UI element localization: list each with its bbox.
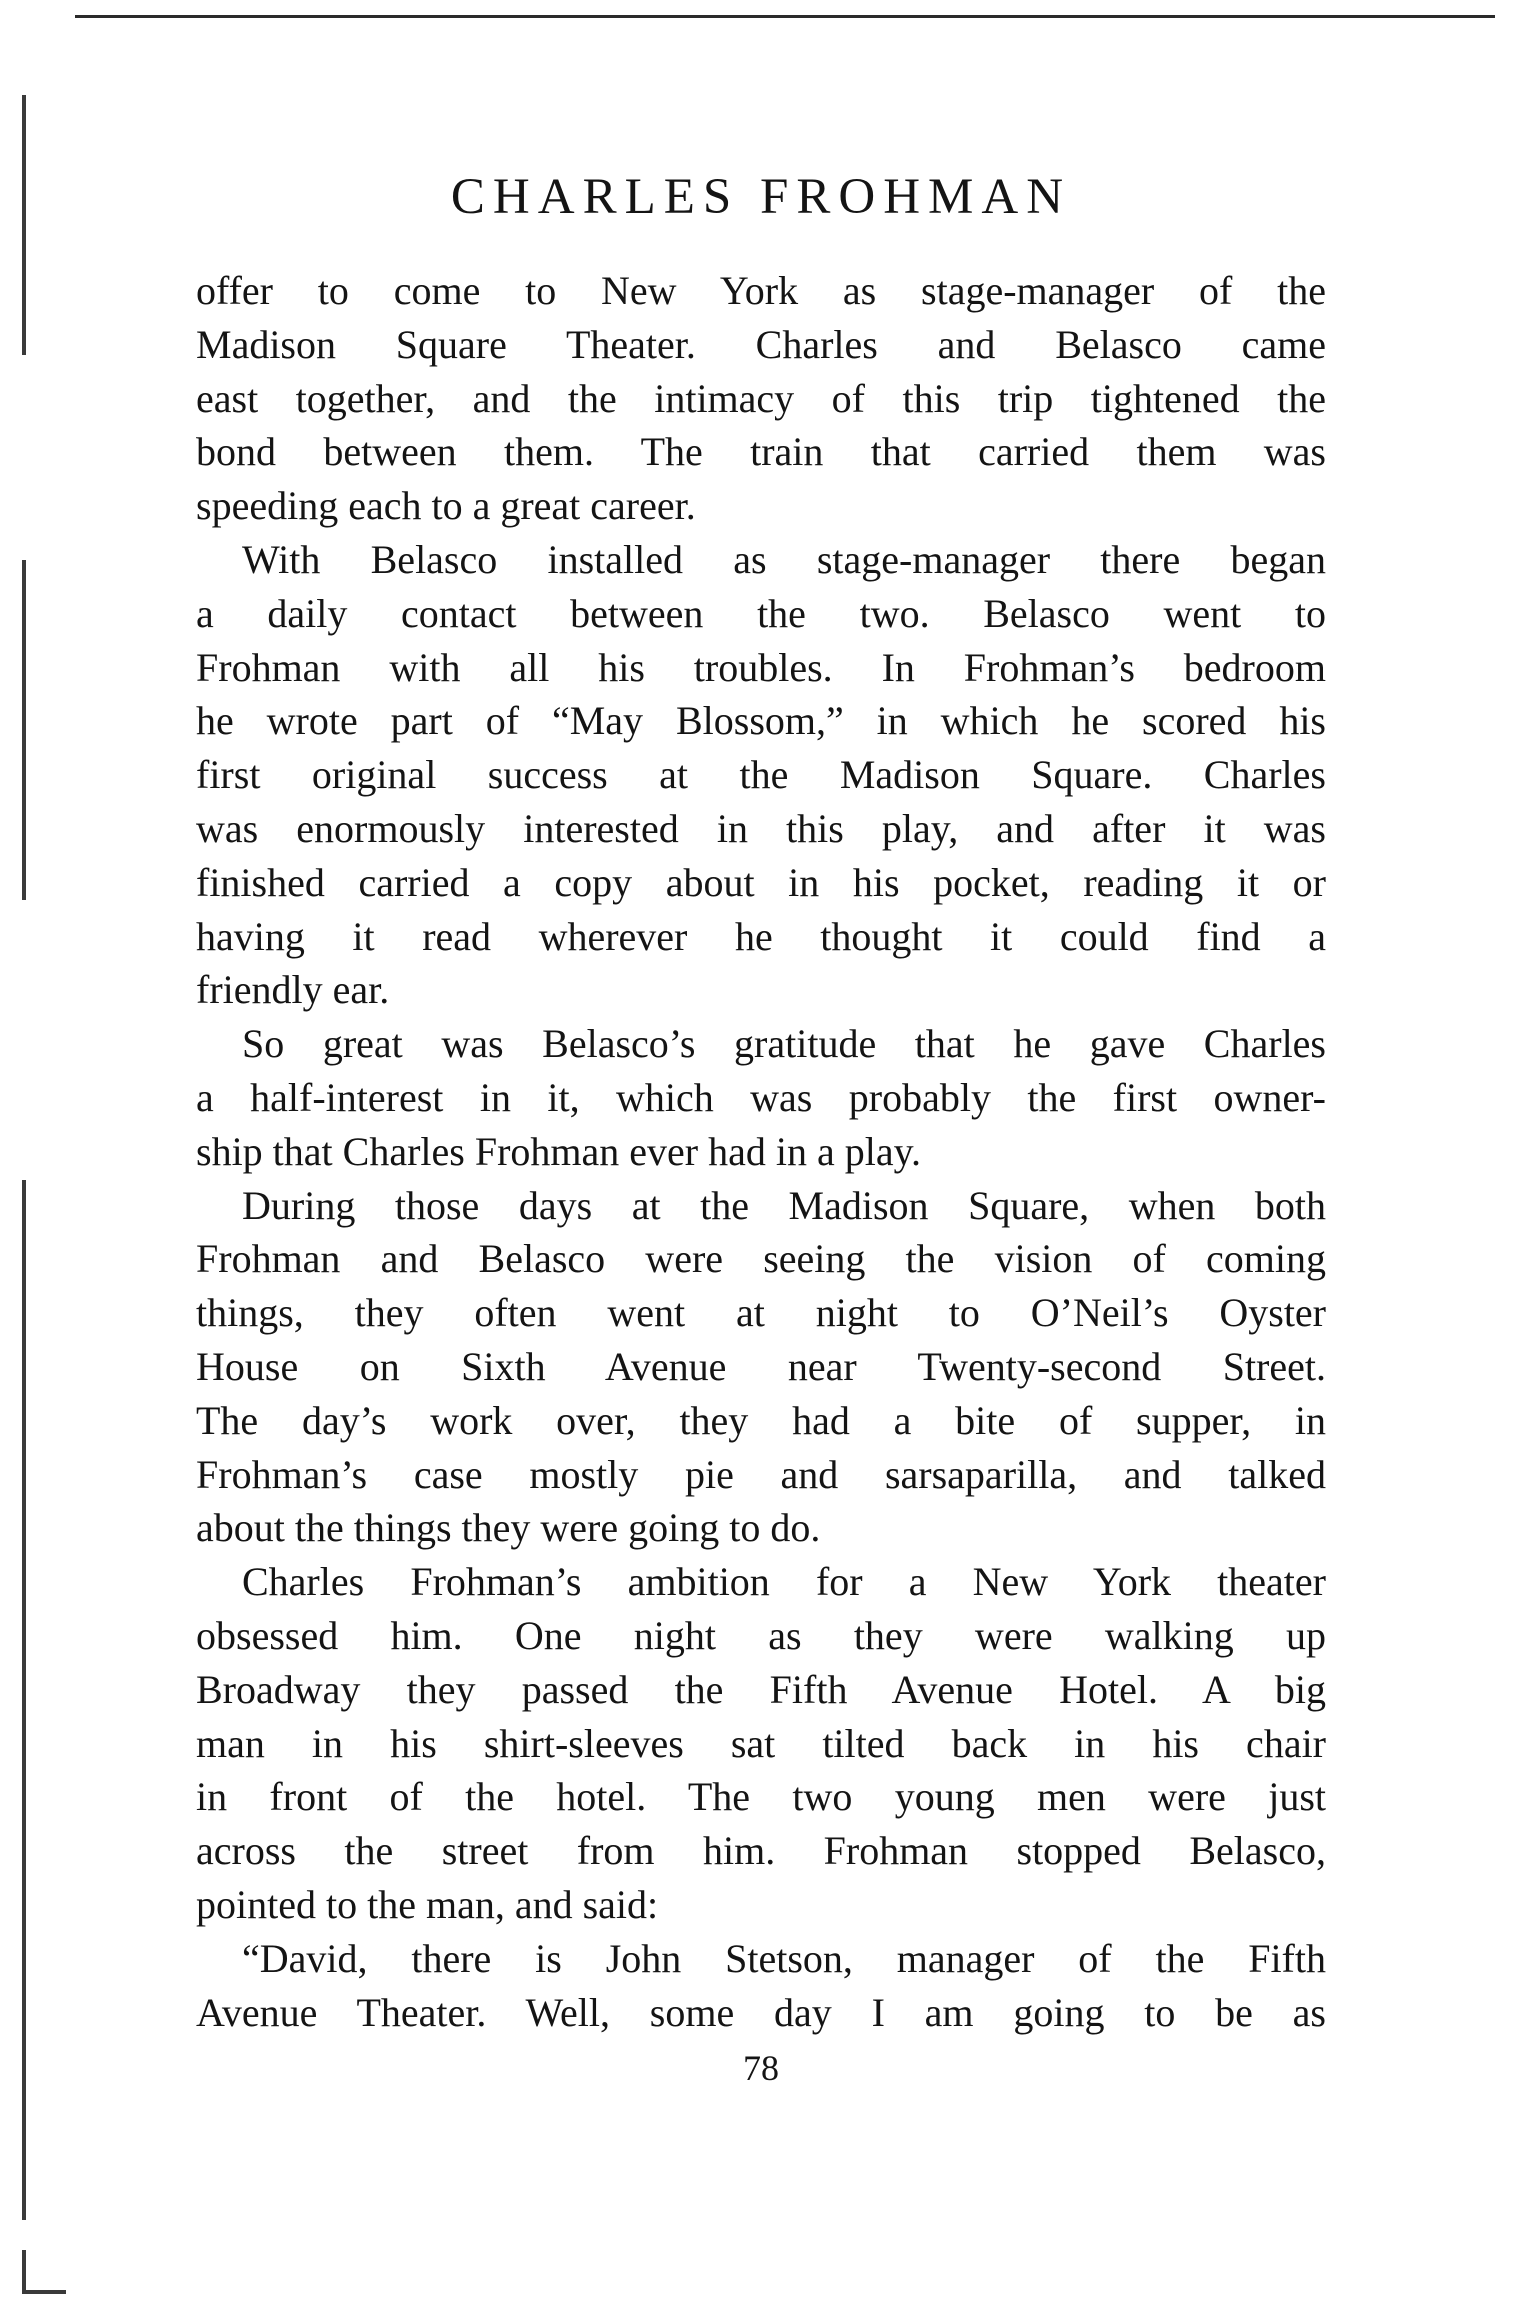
body-text — [196, 264, 1326, 2039]
text-line: having it read wherever he thought it could find a — [196, 913, 1326, 959]
text-line: a daily contact between the two. Belasco went to — [196, 590, 1326, 636]
text-line: in front of the hotel. The two young men were just — [196, 1774, 1326, 1820]
text-line: bond between them. The train that carried them was — [196, 429, 1326, 475]
text-line: Frohman’s case mostly pie and sarsaparilla, and talked — [196, 1451, 1326, 1497]
text-line: a half-interest in it, which was probably the first owner- — [196, 1074, 1326, 1120]
text-line: Frohman with all his troubles. In Frohman’s bedroom — [196, 644, 1326, 690]
text-line: ship that Charles Frohman ever had in a play. — [196, 1128, 921, 1174]
text-line: During those days at the Madison Square, when both — [242, 1182, 1326, 1228]
text-line: was enormously interested in this play, and after it was — [196, 805, 1326, 851]
text-line: east together, and the intimacy of this trip tightened the — [196, 375, 1326, 421]
text-line: Charles Frohman’s ambition for a New York theater — [242, 1559, 1326, 1605]
scan-edge-corner — [22, 2250, 66, 2294]
text-line: Avenue Theater. Well, some day I am going to be as — [196, 1989, 1326, 2035]
text-line: obsessed him. One night as they were walking up — [196, 1612, 1326, 1658]
text-line: first original success at the Madison Square. Charles — [196, 752, 1326, 798]
text-line: speeding each to a great career. — [196, 483, 696, 529]
scan-edge-mark — [22, 95, 26, 355]
text-line: man in his shirt-sleeves sat tilted back in his chair — [196, 1720, 1326, 1766]
scan-edge-mark — [22, 1180, 26, 2220]
text-line: things, they often went at night to O’Neil’s Oyster — [196, 1290, 1326, 1336]
page-number: 78 — [743, 2048, 779, 2088]
running-head: CHARLES FROHMAN — [450, 169, 1072, 225]
text-line: The day’s work over, they had a bite of supper, in — [196, 1397, 1326, 1443]
text-line: friendly ear. — [196, 967, 390, 1013]
text-line: “David, there is John Stetson, manager of the Fifth — [242, 1935, 1326, 1981]
text-line: Broadway they passed the Fifth Avenue Hotel. A big — [196, 1666, 1326, 1712]
text-line: Madison Square Theater. Charles and Belasco came — [196, 321, 1326, 367]
text-line: finished carried a copy about in his pocket, reading it or — [196, 859, 1326, 905]
scan-edge-mark — [22, 560, 26, 900]
text-line: House on Sixth Avenue near Twenty-second Street. — [196, 1343, 1326, 1389]
text-line: offer to come to New York as stage-manager of the — [196, 268, 1326, 313]
text-line: about the things they were going to do. — [196, 1505, 821, 1551]
text-line: pointed to the man, and said: — [196, 1881, 659, 1927]
text-line: Frohman and Belasco were seeing the vision of coming — [196, 1236, 1326, 1282]
top-rule — [75, 15, 1495, 18]
text-line: With Belasco installed as stage-manager there began — [242, 536, 1326, 582]
text-line: across the street from him. Frohman stopped Belasco, — [196, 1828, 1326, 1874]
text-line: he wrote part of “May Blossom,” in which he scored his — [196, 698, 1326, 744]
text-line: So great was Belasco’s gratitude that he gave Charles — [242, 1021, 1326, 1067]
